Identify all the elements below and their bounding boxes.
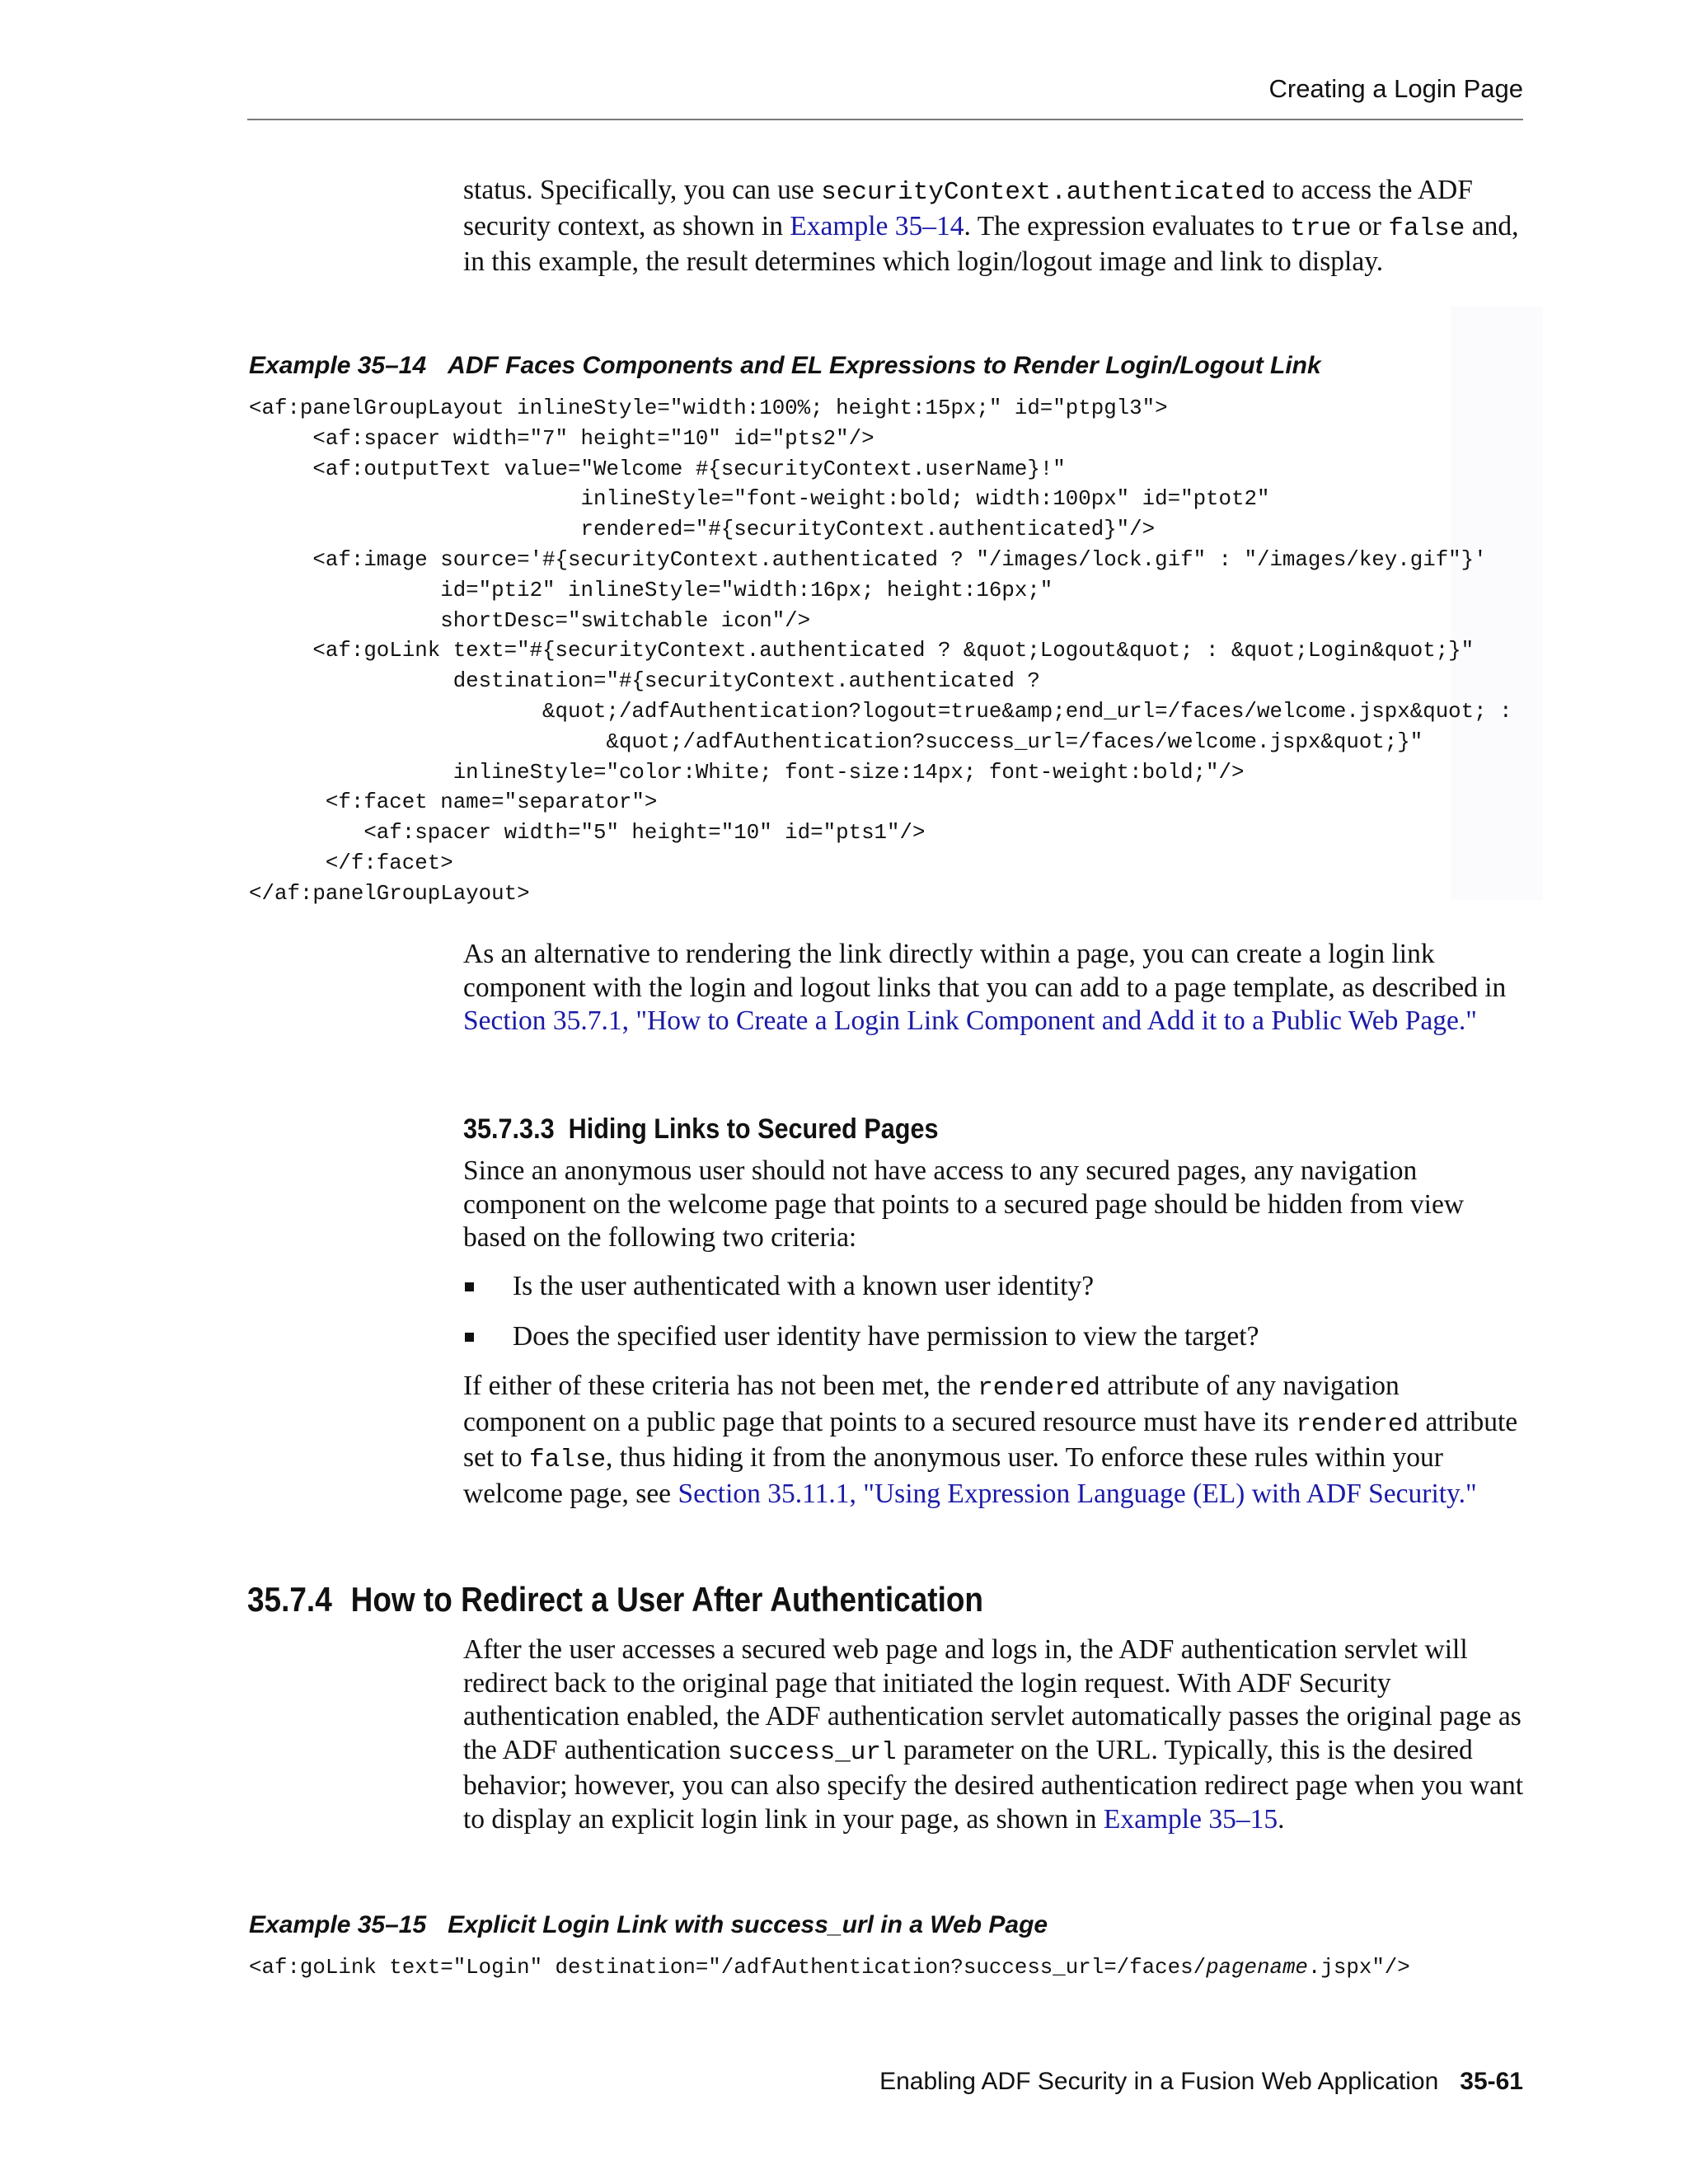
- example-35-14-link[interactable]: Example 35–14: [790, 210, 964, 241]
- example-35-15-caption: [249, 1909, 1535, 1942]
- page-number: 35-61: [1460, 2068, 1523, 2095]
- alternative-paragraph: [463, 938, 1526, 1038]
- text-run: If either of these criteria has not been met, the: [463, 1371, 978, 1401]
- subsection-title: Hiding Links to Secured Pages: [568, 1113, 939, 1145]
- criteria-list: [463, 1270, 1526, 1370]
- text-run: .: [1278, 1803, 1285, 1835]
- running-header-title: Creating a Login Page: [1268, 74, 1523, 103]
- list-item: [463, 1270, 1526, 1304]
- text-run: , thus hiding it from the anonymous user. To enforce these rules within your welcome page, see: [463, 1442, 1443, 1509]
- inline-code: false: [529, 1446, 607, 1474]
- section-number: 35.7.4: [247, 1580, 332, 1619]
- text-run: attribute set to: [463, 1406, 1518, 1473]
- text-run: As an alternative to rendering the link directly within a page, you can create a login link component with the login and logout links that you can add to a page template, as described in: [463, 939, 1507, 1003]
- subsection-number: 35.7.3.3: [463, 1113, 555, 1145]
- page-footer: [879, 2065, 1523, 2098]
- section-title: How to Redirect a User After Authentication: [350, 1580, 984, 1619]
- criteria-paragraph: [463, 1370, 1526, 1511]
- subsection-heading: [463, 1112, 939, 1146]
- example-35-14-caption: [249, 349, 1535, 382]
- text-run: attribute of any navigation component on a public page that points to a secured resource must have its: [463, 1371, 1400, 1437]
- inline-code: rendered: [978, 1374, 1100, 1403]
- section-35-11-1-link[interactable]: Section 35.11.1, "Using Expression Language (EL) with ADF Security.": [678, 1478, 1477, 1509]
- inline-code: success_url: [727, 1737, 897, 1767]
- code-placeholder-text: pagename: [1206, 1956, 1308, 1980]
- text-run: or: [1351, 210, 1389, 241]
- example-35-15-link[interactable]: Example 35–15: [1103, 1803, 1278, 1835]
- text-run: and, in this example, the result determines which login/logout image and link to display.: [463, 210, 1519, 277]
- example-number: Example 35–14: [249, 352, 427, 379]
- inline-code: securityContext.authenticated: [821, 178, 1266, 207]
- inline-code: true: [1290, 213, 1352, 243]
- example-35-15-code-block: [249, 1953, 1535, 1984]
- example-title: Explicit Login Link with success_url in a Web Page: [448, 1911, 1048, 1938]
- text-run: status. Specifically, you can use: [463, 175, 822, 205]
- example-35-14-code-block: <af:panelGroupLayout inlineStyle="width:100%; height:15px;" id="ptpgl3"> <af:spacer width="7" height="10" id="pts2"/> <af:outputText value="Welcome #{securityContext.userName}!" inlineStyle="font-weight:bold; width:100px" id="ptot2" rendered="#{securityContext.authenticated}"/> <af:image source='#{securityContext.authenticated ? "/images/lock.gif" : "/images/key.gif"}' id="pti2" inlineStyle="width:16px; height:16px;" shortDesc="switchable icon"/> <af:goLink text="#{securityContext.authenticated ? &quot;Logout&quot; : &quot;Login&quot;}" destination="#{securityContext.authenticated ? &quot;/adfAuthentication?logout=true&amp;end_url=/faces/welcome.jspx&quot; : &quot;/adfAuthentication?success_url=/faces/welcome.jspx&quot;}" inlineStyle="color:White; font-size:14px; font-weight:bold;"/> <f:facet name="separator"> <af:spacer width="5" height="10" id="pts1"/> </f:facet> </af:panelGroupLayout>: [249, 396, 1512, 906]
- intro-paragraph: [463, 174, 1526, 279]
- bullet-icon: [465, 1333, 474, 1342]
- list-item-text: Does the specified user identity have permission to view the target?: [513, 1320, 1259, 1352]
- text-run: parameter on the URL. Typically, this is the desired behavior; however, you can also specify the desired authentication redirect page when you want to display an explicit login link in your page, as shown in: [463, 1734, 1524, 1835]
- example-title: ADF Faces Components and EL Expressions to Render Login/Logout Link: [448, 352, 1321, 379]
- subsection-intro-paragraph: Since an anonymous user should not have access to any secured pages, any navigation component on the welcome page that points to a secured page should be hidden from view based on the following two criteria:: [463, 1155, 1465, 1253]
- inline-code: false: [1388, 213, 1465, 243]
- text-run: . The expression evaluates to: [964, 210, 1291, 241]
- redirect-paragraph: [463, 1633, 1526, 1836]
- section-35-7-1-link[interactable]: Section 35.7.1, "How to Create a Login Link Component and Add it to a Public Web Page.": [463, 1005, 1477, 1036]
- section-heading: [247, 1578, 983, 1621]
- text-run: After the user accesses a secured web page and logs in, the ADF authentication servlet will redirect back to the original page that initiated the login request. With ADF Security authentication enabled, the ADF authentication servlet automatically passes the original page as the ADF authentication: [463, 1634, 1522, 1765]
- example-number: Example 35–15: [249, 1911, 427, 1938]
- code-text: <af:goLink text="Login" destination="/adfAuthentication?success_url=/faces/: [249, 1956, 1207, 1980]
- footer-book-title: Enabling ADF Security in a Fusion Web Application: [879, 2068, 1439, 2095]
- inline-code: rendered: [1296, 1409, 1419, 1439]
- code-text: .jspx"/>: [1307, 1956, 1410, 1980]
- list-item: [463, 1320, 1526, 1354]
- list-item-text: Is the user authenticated with a known user identity?: [513, 1271, 1095, 1301]
- running-header: [247, 73, 1523, 120]
- bullet-icon: [465, 1282, 474, 1291]
- text-run: to access the ADF security context, as shown in: [463, 175, 1473, 241]
